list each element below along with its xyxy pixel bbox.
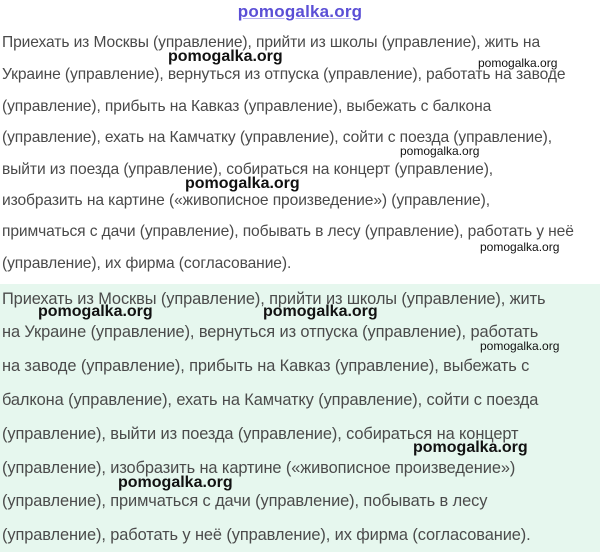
text-line: Приехать из Москвы (управление), прийти из школы (управление), жить bbox=[2, 290, 546, 308]
text-line: (управление), изобразить на картине («живописное произведение») bbox=[2, 459, 516, 477]
text-line: балкона (управление), ехать на Камчатку (управление), сойти с поезда bbox=[2, 391, 539, 409]
header-watermark[interactable]: pomogalka.org bbox=[237, 2, 363, 21]
text-line: (управление), ехать на Камчатку (управление), сойти с поезда (управление), bbox=[2, 129, 552, 146]
text-line: выйти из поезда (управление), собираться на концерт (управление), bbox=[2, 161, 494, 178]
text-line: (управление), их фирма (согласование). bbox=[2, 255, 292, 272]
watermark-text: pomogalka.org bbox=[118, 474, 233, 491]
text-line: Приехать из Москвы (управление), прийти из школы (управление), жить на bbox=[2, 34, 541, 51]
text-line: примчаться с дачи (управление), побывать в лесу (управление), работать у неё bbox=[2, 223, 574, 240]
watermark-text: pomogalka.org bbox=[168, 48, 283, 65]
watermark-text: pomogalka.org bbox=[185, 175, 300, 192]
text-line: Украине (управление), вернуться из отпуска (управление), работать на заводе bbox=[2, 66, 566, 83]
text-line: изобразить на картине («живописное произведение») (управление), bbox=[2, 192, 490, 209]
watermark-text: pomogalka.org bbox=[480, 339, 560, 353]
watermark-text: pomogalka.org bbox=[413, 439, 528, 456]
text-line: на заводе (управление), прибыть на Кавказ (управление), выбежать с bbox=[2, 357, 530, 375]
text-line: (управление), выйти из поезда (управление), собираться на концерт bbox=[2, 425, 519, 443]
watermark-text: pomogalka.org bbox=[263, 303, 378, 320]
text-line: (управление), работать у неё (управление), их фирма (согласование). bbox=[2, 526, 531, 544]
text-block-original bbox=[0, 24, 600, 282]
text-line: на Украине (управление), вернуться из отпуска (управление), работать bbox=[2, 323, 539, 341]
watermark-text: pomogalka.org bbox=[478, 56, 558, 70]
watermark-text: pomogalka.org bbox=[38, 303, 153, 320]
watermark-text: pomogalka.org bbox=[400, 144, 480, 158]
watermark-text: pomogalka.org bbox=[480, 240, 560, 254]
text-line: (управление), прибыть на Кавказ (управление), выбежать с балкона bbox=[2, 98, 492, 115]
text-block-highlighted bbox=[0, 284, 600, 552]
text-line: (управление), примчаться с дачи (управление), побывать в лесу bbox=[2, 492, 488, 510]
